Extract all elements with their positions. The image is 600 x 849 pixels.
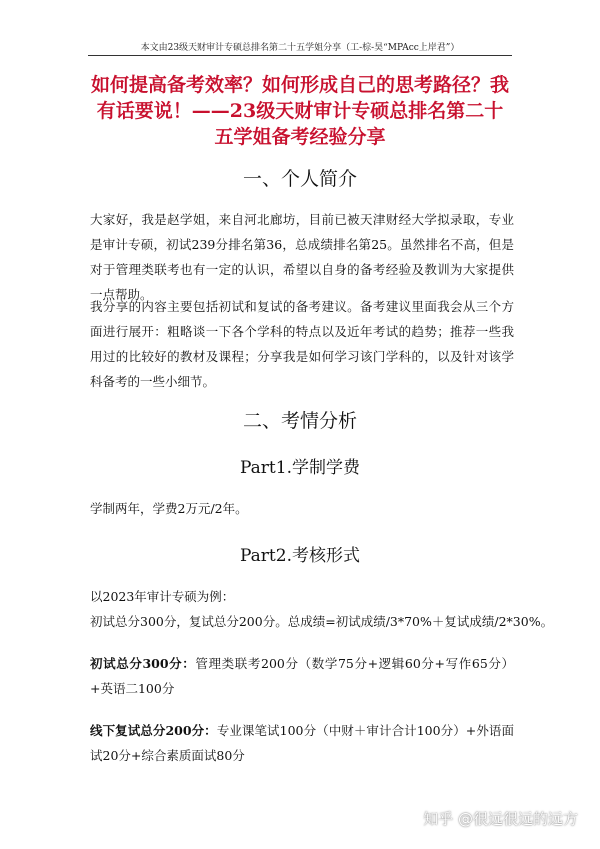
header-text: 本文由23级天财审计专硕总排名第二十五学姐分享（工-棕-昊“MPAcc上岸君”） bbox=[140, 43, 460, 53]
section-heading-intro: 一、个人简介 bbox=[242, 168, 357, 190]
part1-heading: Part1.学制学费 bbox=[240, 458, 360, 478]
part2-heading: Part2.考核形式 bbox=[240, 546, 360, 566]
initial-exam-text: 管理类联考200分（数学75分+逻辑60分+写作65分）+英语二100分 bbox=[90, 656, 515, 696]
page-header bbox=[0, 0, 600, 55]
intro-paragraph-2: 我分享的内容主要包括初试和复试的备考建议。备考建议里面我会从三个方面进行展开：粗略谈一下各个学科的特点以及近年考试的趋势；推荐一些我用过的比较好的教材及课程；分享我是如何学习该门学科的，以及针对该学科备考的一些小细节。 bbox=[90, 299, 514, 389]
part2-totals: 初试总分300分，复试总分200分。总成绩=初试成绩/3*70%＋复试成绩/2*30%。 bbox=[90, 614, 554, 629]
intro-paragraph-1: 大家好，我是赵学姐，来自河北廊坊，目前已被天津财经大学拟录取，专业是审计专硕，初试239分排名第36，总成绩排名第25。虽然排名不高，但是对于管理类联考也有一定的认识，希望以自身的备考经验及教训为大家提供一点帮助。 bbox=[90, 212, 514, 302]
zhihu-watermark: 知乎 @很远很远的远方 bbox=[423, 810, 578, 828]
header-rule bbox=[88, 55, 512, 56]
part2-intro: 以2023年审计专硕为例： bbox=[90, 589, 235, 604]
initial-exam-detail bbox=[90, 651, 514, 701]
article-title: 如何提高备考效率？如何形成自己的思考路径？我有话要说！——23级天财审计专硕总排名第二十五学姐备考经验分享 bbox=[90, 74, 509, 148]
initial-exam-label: 初试总分300分： bbox=[90, 656, 196, 671]
retest-text: 专业课笔试100分（中财＋审计合计100分）+外语面试20分+综合素质面试80分 bbox=[90, 723, 514, 763]
retest-label: 线下复试总分200分： bbox=[90, 723, 217, 738]
part1-text: 学制两年，学费2万元/2年。 bbox=[90, 501, 248, 516]
section-heading-exam-analysis: 二、考情分析 bbox=[242, 410, 357, 432]
retest-detail bbox=[90, 718, 514, 768]
